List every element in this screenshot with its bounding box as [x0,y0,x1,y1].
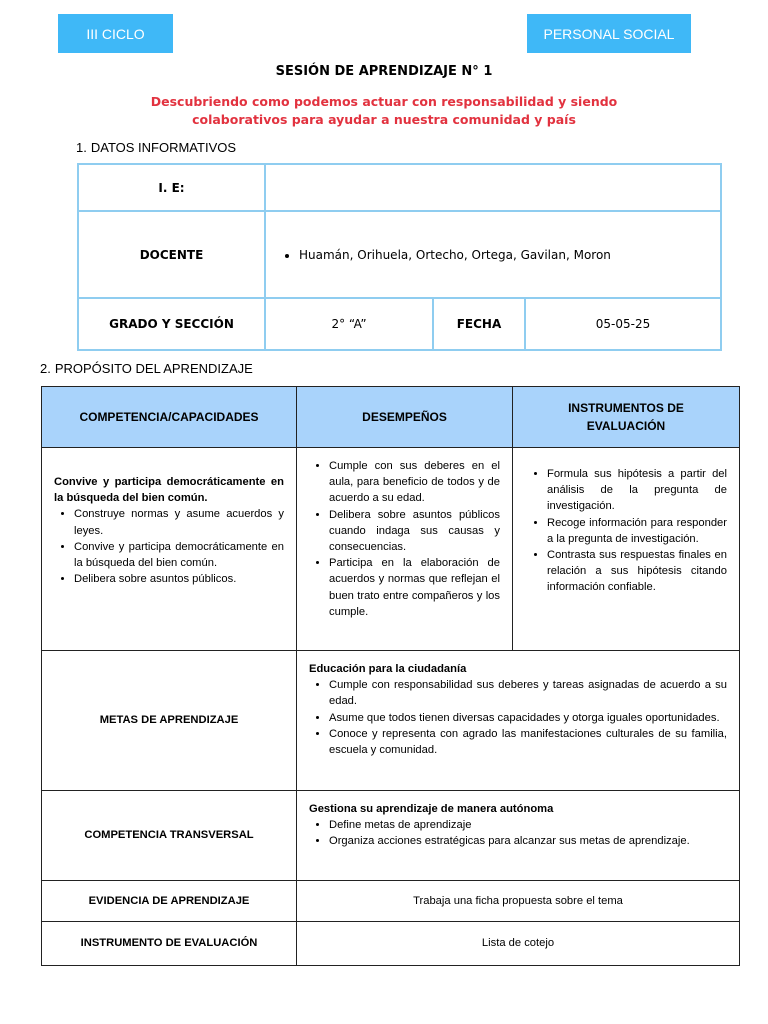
desempenos-list [309,458,500,620]
transversal-title: Gestiona su aprendizaje de manera autónoma [309,803,554,815]
section-2-heading [40,361,253,376]
evidencia-label: EVIDENCIA DE APRENDIZAJE [42,881,297,922]
subject-badge: PERSONAL SOCIAL [527,14,691,53]
page-title: SESIÓN DE APRENDIZAJE N° 1 [275,64,493,79]
section-1-title: DATOS INFORMATIVOS [90,140,237,155]
instrumento-value: Lista de cotejo [297,922,740,966]
docente-list [267,248,719,262]
meta-item: • Asume que todos tienen diversas capacidades y otorga iguales oportunidades. [329,710,727,726]
desempeno-item: • Delibera sobre asuntos públicos cuando indaga sus causas y consecuencias. [329,507,500,556]
instrumentos-list [527,466,727,596]
metas-list [309,677,727,758]
section-2-number: 2. [40,361,51,376]
meta-item: • Cumple con responsabilidad sus deberes y tareas asignadas de acuerdo a su edad. [329,677,727,709]
docente-value: • Huamán, Orihuela, Ortecho, Ortega, Gavilan, Moron [299,248,719,262]
purpose-table [41,386,740,966]
meta-item: • Conoce y representa con agrado las manifestaciones culturales de su familia, escuela y comunidad. [329,726,727,758]
transversal-label: COMPETENCIA TRANSVERSAL [42,791,297,881]
docente-cell [265,211,721,298]
capacidad-item: • Delibera sobre asuntos públicos. [74,571,284,587]
desempeno-item: • Participa en la elaboración de acuerdos y normas que reflejan el buen trato entre compañeros y los cumple. [329,555,500,620]
ie-value [265,164,721,211]
metas-title: Educación para la ciudadanía [309,663,467,675]
info-table [77,163,722,351]
metas-cell [297,651,740,791]
instrumento-label: INSTRUMENTO DE EVALUACIÓN [42,922,297,966]
ie-label: I. E: [78,164,265,211]
instrumento-item: • Recoge información para responder a la pregunta de investigación. [547,515,727,547]
transversal-item: • Define metas de aprendizaje [329,817,727,833]
transversal-item: • Organiza acciones estratégicas para alcanzar sus metas de aprendizaje. [329,833,727,849]
desempenos-cell [297,448,513,651]
header-instrumentos: INSTRUMENTOS DE EVALUACIÓN [513,387,740,448]
capacidades-list [54,506,284,587]
instrumento-item: • Contrasta sus respuestas finales en relación a sus hipótesis citando información confiable. [547,547,727,596]
instrumentos-cell [513,448,740,651]
docente-label: DOCENTE [78,211,265,298]
section-1-number: 1. [76,140,87,155]
cycle-badge: III CICLO [58,14,173,53]
section-2-title: PROPÓSITO DEL APRENDIZAJE [54,361,253,376]
grado-label: GRADO Y SECCIÓN [78,298,265,350]
session-subtitle [134,93,634,129]
section-1-heading [76,140,236,155]
capacidad-item: • Convive y participa democráticamente en la búsqueda del bien común. [74,539,284,571]
capacidad-item: • Construye normas y asume acuerdos y leyes. [74,506,284,538]
transversal-list [309,817,727,849]
header-competencia: COMPETENCIA/CAPACIDADES [42,387,297,448]
grado-value: 2° “A” [265,298,433,350]
subtitle-line-1: Descubriendo como podemos actuar con responsabilidad y siendo [150,94,618,109]
instrumento-item: • Formula sus hipótesis a partir del análisis de la pregunta de investigación. [547,466,727,515]
metas-label: METAS DE APRENDIZAJE [42,651,297,791]
desempeno-item: • Cumple con sus deberes en el aula, para beneficio de todos y de acuerdo a su edad. [329,458,500,507]
fecha-label: FECHA [433,298,525,350]
fecha-value: 05-05-25 [525,298,721,350]
transversal-cell [297,791,740,881]
competencia-title: Convive y participa democráticamente en la búsqueda del bien común. [54,476,284,505]
evidencia-value: Trabaja una ficha propuesta sobre el tema [297,881,740,922]
header-desempenos: DESEMPEÑOS [297,387,513,448]
competencia-cell [42,448,297,651]
subtitle-line-2: colaborativos para ayudar a nuestra comunidad y país [192,112,576,127]
